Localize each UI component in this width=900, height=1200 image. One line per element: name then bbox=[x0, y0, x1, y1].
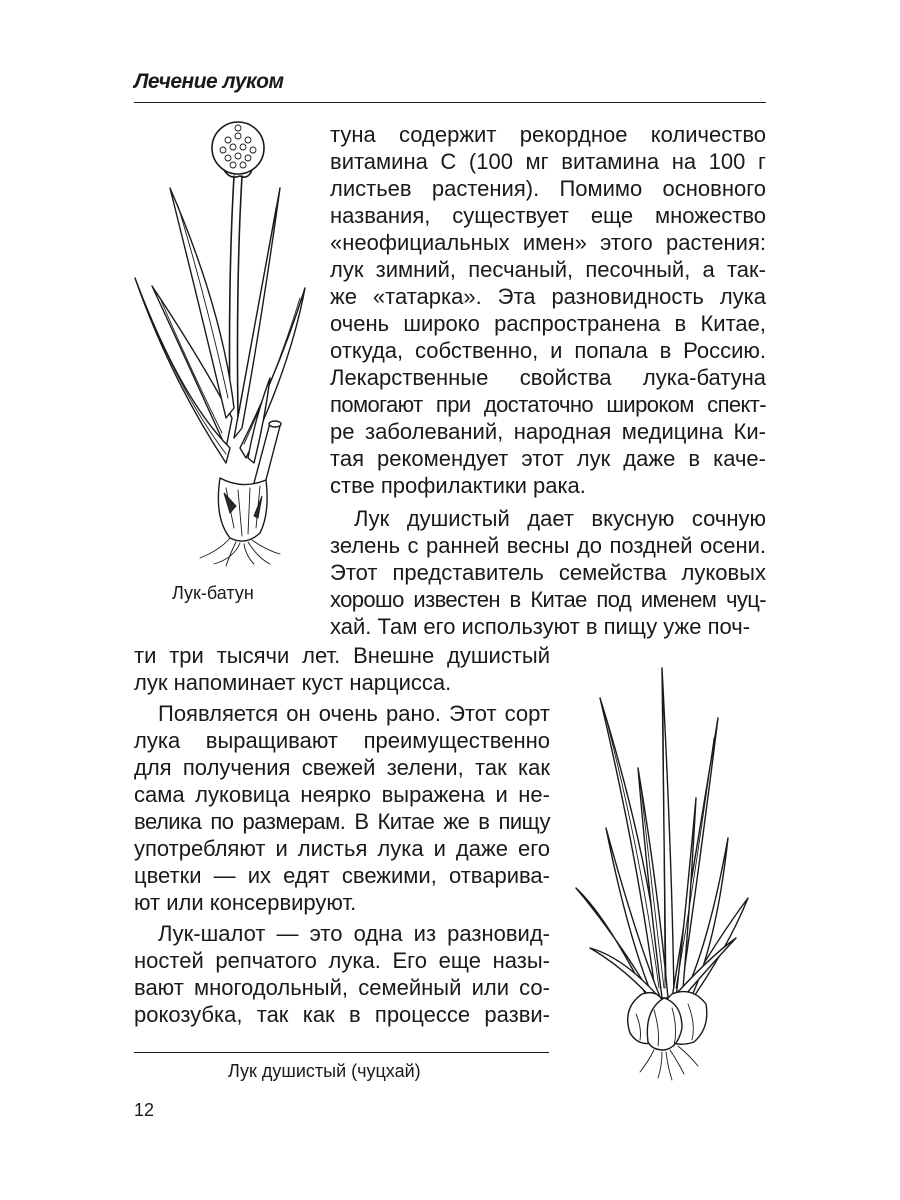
body-text-line: сама луковица неярко выражена и не- bbox=[134, 782, 550, 807]
page-number: 12 bbox=[134, 1100, 155, 1120]
page-header-title: Лечение луком bbox=[134, 70, 284, 93]
body-text-line: очень широко распространена в Китае, bbox=[330, 311, 766, 336]
body-text-line: названия, существует еще множество bbox=[330, 203, 766, 228]
body-text-line: рокозубка, так как в процессе разви- bbox=[134, 1002, 550, 1027]
body-text-line: употребляют и листья лука и даже его bbox=[134, 836, 550, 861]
body-text-line: лука выращивают преимущественно bbox=[134, 728, 550, 753]
body-text-line: туна содержит рекордное количество bbox=[330, 122, 766, 147]
body-text-line: «неофициальных имен» этого растения: bbox=[330, 230, 766, 255]
body-text-line: откуда, собственно, и попала в Россию. bbox=[330, 338, 766, 363]
header-divider bbox=[134, 102, 766, 103]
body-text-line: ностей репчатого лука. Его еще назы- bbox=[134, 948, 550, 973]
body-text-line: помогают при достаточно широком спект- bbox=[330, 392, 766, 417]
body-text-line: хай. Там его используют в пищу уже поч- bbox=[330, 614, 751, 639]
body-text-line: лук напоминает куст нарцисса. bbox=[134, 670, 452, 695]
body-text-line: цветки — их едят свежими, отварива- bbox=[134, 863, 550, 888]
chives-plant-icon bbox=[568, 658, 758, 1083]
body-text-line: Появляется он очень рано. Этот сорт bbox=[158, 701, 550, 726]
figure-caption-top: Лук-батун bbox=[172, 583, 254, 603]
body-text-line: ют или консервируют. bbox=[134, 890, 357, 915]
body-text-line: для получения свежей зелени, так как bbox=[134, 755, 550, 780]
body-text-line: Лук-шалот — это одна из разновид- bbox=[158, 921, 550, 946]
body-text-line: ти три тысячи лет. Внешне душистый bbox=[134, 643, 550, 668]
body-text-line: тая рекомендует этот лук даже в каче- bbox=[330, 446, 766, 471]
figure-caption-bottom: Лук душистый (чуцхай) bbox=[228, 1061, 421, 1081]
body-text-line: ре заболеваний, народная медицина Ки- bbox=[330, 419, 766, 444]
body-text-line: лук зимний, песчаный, песочный, а так- bbox=[330, 257, 766, 282]
body-text-line: хорошо известен в Китае под именем чуц- bbox=[330, 587, 766, 612]
body-text-line: же «татарка». Эта разновидность лука bbox=[330, 284, 766, 309]
body-text-line: Лук душистый дает вкусную сочную bbox=[354, 506, 766, 531]
body-text-line: вают многодольный, семейный или со- bbox=[134, 975, 550, 1000]
caption-divider bbox=[134, 1052, 549, 1053]
body-text-line: Этот представитель семейства луковых bbox=[330, 560, 766, 585]
body-text-line: Лекарственные свойства лука-батуна bbox=[330, 365, 766, 390]
body-text-line: листьев растения). Помимо основного bbox=[330, 176, 766, 201]
body-text-line: зелень с ранней весны до поздней осени. bbox=[330, 533, 766, 558]
body-text-line: стве профилактики рака. bbox=[330, 473, 586, 498]
body-text-line: витамина С (100 мг витамина на 100 г bbox=[330, 149, 766, 174]
body-text-line: велика по размерам. В Китае же в пищу bbox=[134, 809, 550, 834]
onion-batun-plant-icon bbox=[130, 118, 320, 568]
